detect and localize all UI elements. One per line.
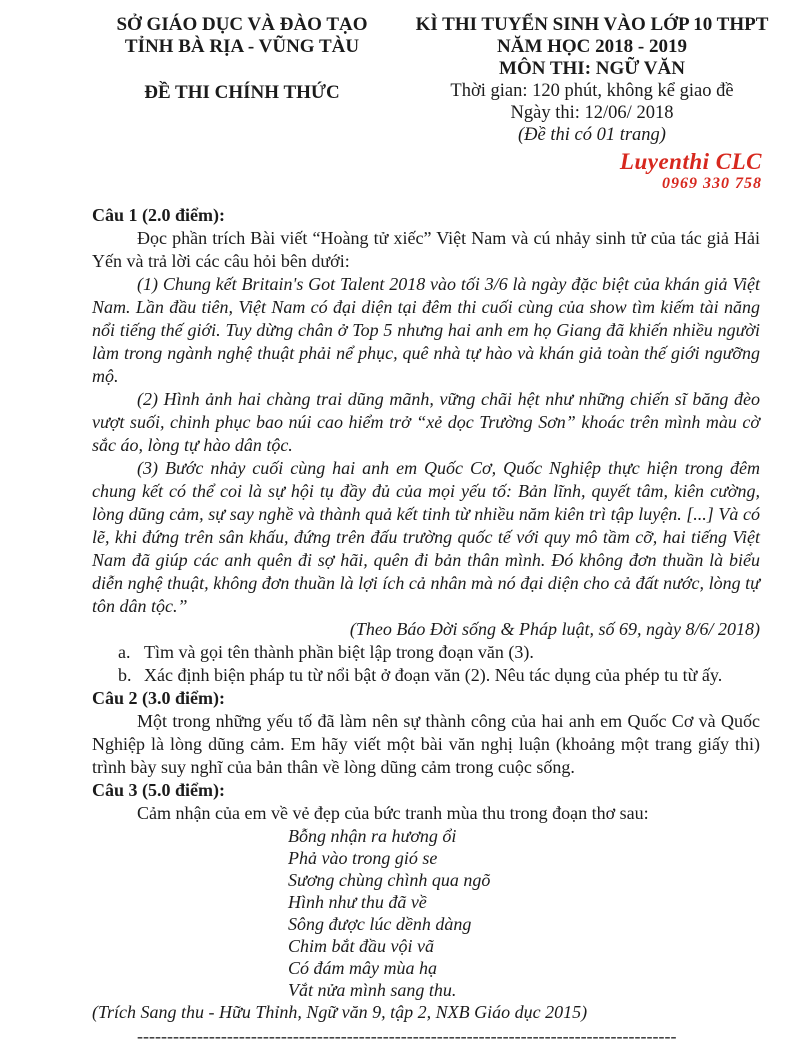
poem-citation: (Trích Sang thu - Hữu Thỉnh, Ngữ văn 9, tập 2, NXB Giáo dục 2015) <box>92 1002 588 1022</box>
page-count-note: (Đề thi có 01 trang) <box>518 125 666 145</box>
passage-paragraph-2: (2) Hình ảnh hai chàng trai dũng mãnh, vững chãi hệt như những chiến sĩ băng đèo vượt suối, chinh phục bao núi cao hiểm trở “xẻ dọc Trường Sơn” khoác trên mình màu cờ sắc áo, lòng tự hào dân tộc. <box>92 389 760 455</box>
exam-title-block <box>392 14 800 146</box>
item-marker: a. <box>118 642 131 662</box>
official-exam-label: ĐỀ THI CHÍNH THỨC <box>144 82 340 103</box>
exam-subject: MÔN THI: NGỮ VĂN <box>499 58 685 79</box>
poem-line: Hình như thu đã về <box>288 892 427 912</box>
question3-heading: Câu 3 (5.0 điểm): <box>92 780 225 800</box>
poem-excerpt <box>288 825 760 1001</box>
poem-line: Chim bắt đầu vội vã <box>288 936 434 956</box>
passage-paragraph-3: (3) Bước nhảy cuối cùng hai anh em Quốc Cơ, Quốc Nghiệp thực hiện trong đêm chung kết có thể coi là sự hội tụ đầy đủ của mọi yếu tố: Bản lĩnh, quyết tâm, kiên cường, lòng dũng cảm, sự say nghề và thành quả kết tinh từ nhiều năm kiên trì tập luyện. [...] Và có lẽ, khi đứng trên sân khấu, đứng trên đấu trường quốc tế với quy mô tầm cỡ, hai tiếng Việt Nam đã giúp các anh quên đi sợ hãi, quên đi bản thân mình. Đó không đơn thuần là biểu diễn nghệ thuật, không đơn thuần là lợi ích cả nhân mà nó đại diện cho cả đất nước, lòng tự tôn dân tộc.” <box>92 458 760 616</box>
question2-heading: Câu 2 (3.0 điểm): <box>92 688 225 708</box>
poem-line: Sương chùng chình qua ngõ <box>288 870 491 890</box>
passage-paragraph-1: (1) Chung kết Britain's Got Talent 2018 vào tối 3/6 là ngày đặc biệt của khán giả Việt Nam. Lần đầu tiên, Việt Nam có đại diện tại đêm thi cuối cùng của show tìm kiếm tài năng nổi tiếng thế giới. Tuy dừng chân ở Top 5 nhưng hai anh em họ Giang đã khiến nhiều người làm trong ngành nghệ thuật phải nể phục, quê nhà tự hào và khán giả toàn thế giới ngưỡng mộ. <box>92 274 760 386</box>
exam-title-line2: NĂM HỌC 2018 - 2019 <box>497 36 687 57</box>
exam-title-line1: KÌ THI TUYỂN SINH VÀO LỚP 10 THPT <box>415 14 769 35</box>
document-header <box>0 0 800 146</box>
poem-line: Phả vào trong gió se <box>288 848 438 868</box>
item-text: Xác định biện pháp tu từ nổi bật ở đoạn văn (2). Nêu tác dụng của phép tu từ ấy. <box>144 665 723 685</box>
question1-heading: Câu 1 (2.0 điểm): <box>92 205 225 225</box>
passage-source: (Theo Báo Đời sống & Pháp luật, số 69, ngày 8/6/ 2018) <box>349 619 760 639</box>
item-marker: b. <box>118 665 132 685</box>
department-name-line2: TỈNH BÀ RỊA - VŨNG TÀU <box>124 36 360 57</box>
poem-line: Vắt nửa mình sang thu. <box>288 980 457 1000</box>
poem-line: Bỗng nhận ra hương ổi <box>288 826 457 846</box>
end-of-exam-divider: ------------------------------------------------------------------------------------------ <box>137 1026 677 1046</box>
question2-body: Một trong những yếu tố đã làm nên sự thành công của hai anh em Quốc Cơ và Quốc Nghiệp là lòng dũng cảm. Em hãy viết một bài văn nghị luận (khoảng một trang giấy thi) trình bày suy nghĩ của bản thân về lòng dũng cảm trong cuộc sống. <box>92 711 760 777</box>
poem-line: Có đám mây mùa hạ <box>288 958 437 978</box>
branding-watermark <box>620 150 762 192</box>
department-name-line1: SỞ GIÁO DỤC VÀ ĐÀO TẠO <box>116 14 368 35</box>
list-item <box>118 641 760 664</box>
question1-subquestions <box>92 641 760 687</box>
item-text: Tìm và gọi tên thành phần biệt lập trong đoạn văn (3). <box>144 642 534 662</box>
exam-date: Ngày thi: 12/06/ 2018 <box>510 103 674 123</box>
exam-duration: Thời gian: 120 phút, không kể giao đề <box>450 81 734 101</box>
brand-name: Luyenthi CLC <box>619 149 762 174</box>
list-item <box>118 664 760 687</box>
brand-phone-number: 0969 330 758 <box>662 174 762 192</box>
question1-intro: Đọc phần trích Bài viết “Hoàng tử xiếc” Việt Nam và cú nhảy sinh tử của tác giả Hải Yến và trả lời các câu hỏi bên dưới: <box>92 228 760 271</box>
issuing-authority-block <box>92 14 392 146</box>
poem-line: Sông được lúc dềnh dàng <box>288 914 472 934</box>
exam-content <box>92 204 760 1048</box>
question3-intro: Cảm nhận của em về vẻ đẹp của bức tranh mùa thu trong đoạn thơ sau: <box>137 803 649 823</box>
